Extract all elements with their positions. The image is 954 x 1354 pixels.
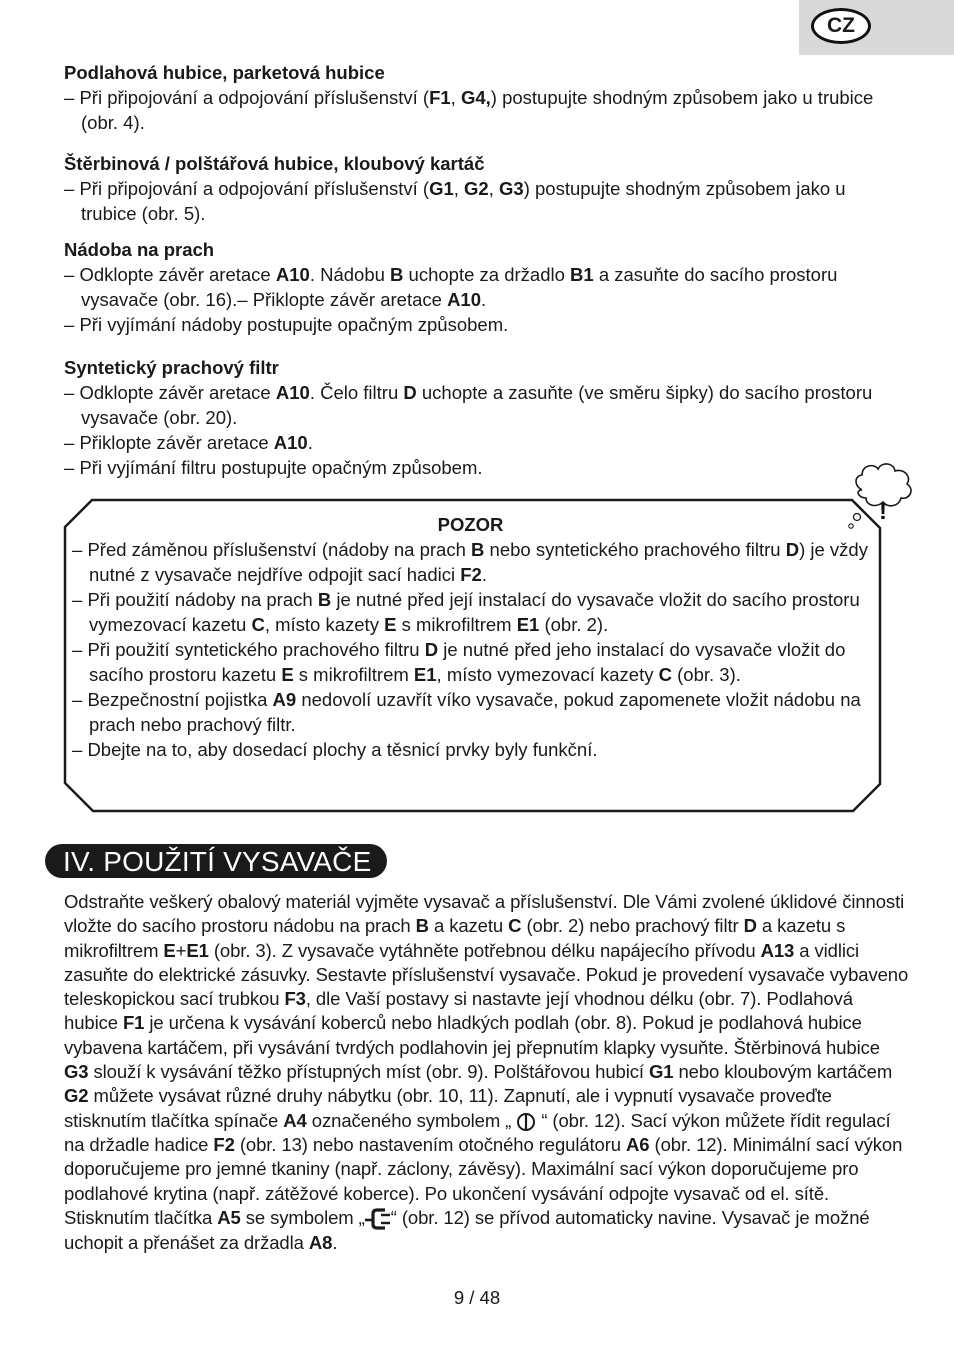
- list-item: – Odklopte závěr aretace A10. Čelo filtru D uchopte a zasuňte (ve směru šipky) do sacího prostoru vysavače (obr. 20).: [64, 382, 873, 428]
- list-item: – Přiklopte závěr aretace A10.: [64, 432, 313, 453]
- warning-item: – Při použití nádoby na prach B je nutné před její instalací do vysavače vložit do sacího prostoru vymezovací kazetu C, místo kazety E s mikrofiltrem E1 (obr. 2).: [72, 589, 860, 635]
- warning-item: – Při použití syntetického prachového filtru D je nutné před jeho instalací do vysavače vložit do sacího prostoru kazetu E s mikrofiltrem E1, místo vymezovací kazety C (obr. 3).: [72, 639, 846, 685]
- warning-item: – Bezpečnostní pojistka A9 nedovolí uzavřít víko vysavače, pokud zapomenete vložit nádobu na prach nebo prachový filtr.: [72, 689, 861, 735]
- section-title: Syntetický prachový filtr: [64, 357, 279, 378]
- page-number: 9 / 48: [453, 1287, 501, 1308]
- list-item: – Při připojování a odpojování příslušenství (F1, G4,) postupujte shodným způsobem jako u trubice (obr. 4).: [64, 87, 874, 133]
- warning-box: [72, 512, 872, 762]
- list-item: – Při vyjímání filtru postupujte opačným způsobem.: [64, 457, 483, 478]
- warning-item: – Dbejte na to, aby dosedací plochy a těsnicí prvky byly funkční.: [72, 739, 598, 760]
- list-item: – Při vyjímání nádoby postupujte opačným způsobem.: [64, 314, 509, 335]
- warning-item: – Před záměnou příslušenství (nádoby na prach B nebo syntetického prachového filtru D) je vždy nutné z vysavače nejdříve odpojit sací hadici F2.: [72, 539, 868, 585]
- section-title: Štěrbinová / polštářová hubice, kloubový kartáč: [64, 153, 485, 174]
- power-switch-icon: [516, 1111, 536, 1133]
- usage-paragraph: Odstraňte veškerý obalový materiál vyjměte vysavač a příslušenství. Dle Vámi zvolené úklidové činnosti vložte do sacího prostoru nádobu na prach B a kazetu C (obr. 2) nebo prachový filtr D a kazetu s mikrofiltrem E+E1 (obr. 3). Z vysavače vytáhněte potřebnou délku napájecího přívodu A13 a vidlici zasuňte do elektrické zásuvky. Sestavte příslušenství vysavače. Pokud je provedení vysavače vybaveno teleskopickou sací trubkou F3, dle Vaší postavy si nastavte její vhodnou délku (obr. 7). Podlahová hubice F1 je určena k vysávání koberců nebo hladkých podlah (obr. 8). Pokud je podlahová hubice vybavena kartáčem, při vysávání tvrdých podlahovin jej přepnutím klapky vysuňte. Štěrbinová hubice G3 slouží k vysávání těžko přístupných míst (obr. 9). Polštářovou hubicí G1 nebo kloubovým kartáčem G2 můžete vysávat různé druhy nábytku (obr. 10, 11). Zapnutí, ale i vypnutí vysavače proveďte stisknutím tlačítka spínače A4 označeného symbolem „ “ (obr. 12). Sací výkon můžete řídit regulací na držadle hadice F2 (obr. 13) nebo nastavením otočného regulátoru A6 (obr. 12). Minimální sací výkon doporučujeme pro jemné tkaniny (např. záclony, závěsy). Maximální sací výkon doporučujeme pro podlahové krytina (např. zátěžové koberce). Po ukončení vysávání odpojte vysavač od el. sítě. Stisknutím tlačítka A5 se symbolem „ “ (obr. 12) se přívod automaticky navine. Vysavač je možné uchopit a přenášet za držadla A8.: [64, 891, 909, 1253]
- list-item: – Při připojování a odpojování příslušenství (G1, G2, G3) postupujte shodným způsobem jako u trubice (obr. 5).: [64, 178, 846, 224]
- cord-rewind-icon: [365, 1207, 391, 1231]
- chapter-heading: IV. POUŽITÍ VYSAVAČE: [45, 844, 387, 878]
- section-title: Podlahová hubice, parketová hubice: [64, 62, 385, 83]
- language-badge: CZ: [811, 8, 871, 44]
- list-item: – Odklopte závěr aretace A10. Nádobu B uchopte za držadlo B1 a zasuňte do sacího prostoru vysavače (obr. 16).– Přiklopte závěr aretace A10.: [64, 264, 838, 310]
- warning-title: POZOR: [437, 514, 504, 535]
- exclamation-mark: !: [879, 498, 887, 525]
- section-title: Nádoba na prach: [64, 239, 215, 260]
